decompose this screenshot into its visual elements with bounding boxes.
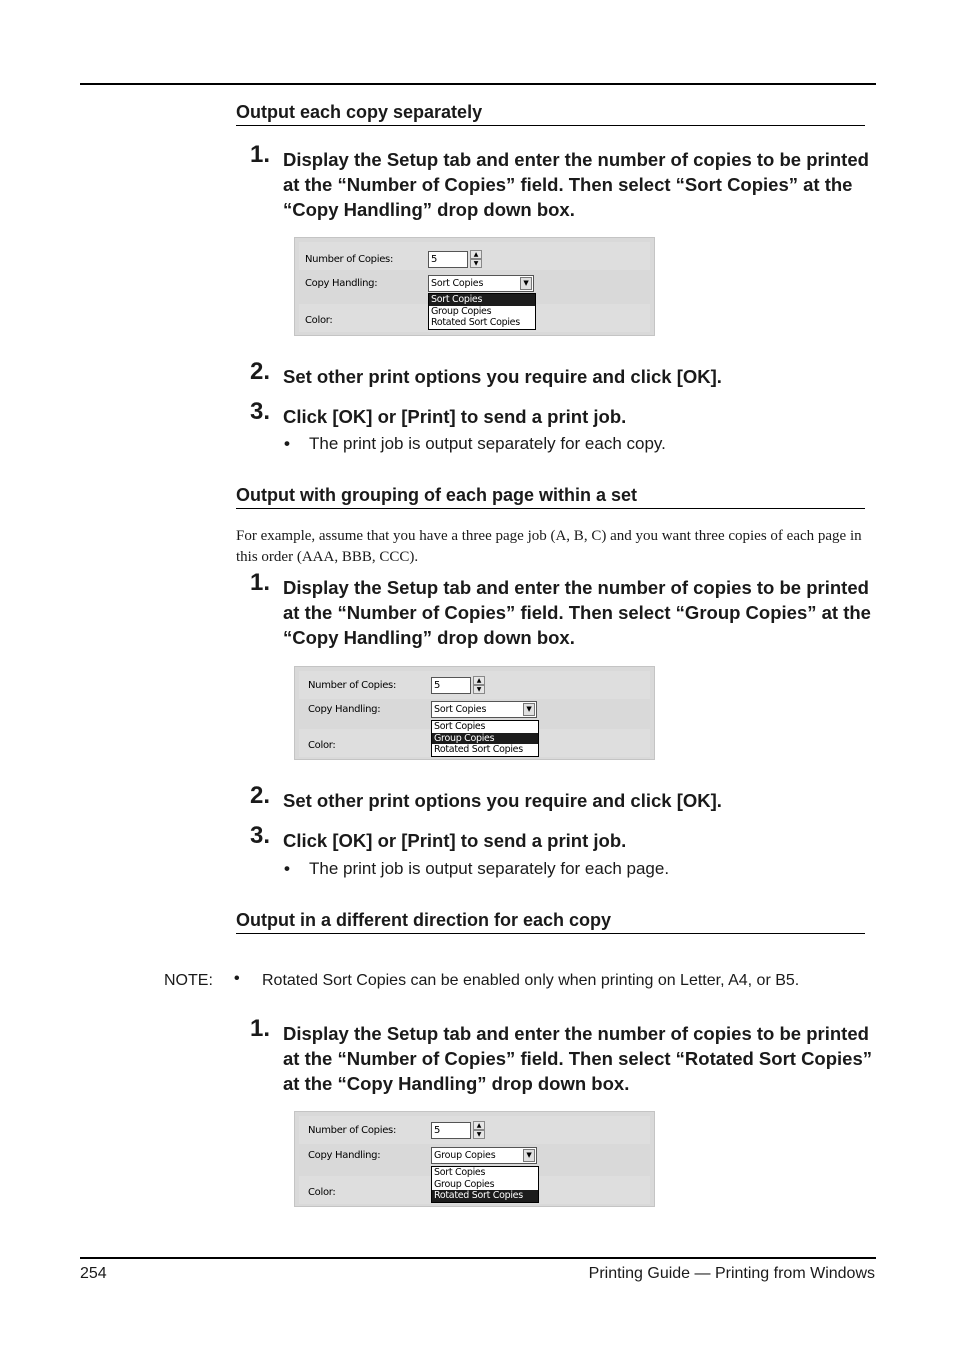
spin-up-icon[interactable]: ▲ [473, 676, 485, 685]
option-group-copies[interactable]: Group Copies [431, 305, 492, 317]
bullet-icon: • [234, 970, 240, 987]
copy-settings-dialog [294, 666, 655, 760]
step-number: 2. [250, 782, 271, 809]
copy-settings-dialog [294, 237, 655, 336]
option-sort-copies[interactable]: Sort Copies [429, 294, 535, 306]
step-number: 1. [250, 141, 271, 168]
copies-spinner[interactable] [470, 250, 482, 270]
section-heading: Output with grouping of each page within a set [236, 484, 865, 509]
bullet-text: The print job is output separately for each copy. [309, 434, 666, 453]
footer-rule [80, 1257, 876, 1259]
section-heading: Output in a different direction for each copy [236, 909, 865, 934]
copies-input[interactable]: 5 [428, 251, 468, 268]
copies-input[interactable]: 5 [431, 677, 471, 694]
section-heading: Output each copy separately [236, 101, 865, 126]
step-text: Set other print options you require and click [OK]. [283, 366, 722, 387]
chevron-down-icon[interactable]: ▼ [523, 1149, 535, 1162]
footer-title: Printing Guide — Printing from Windows [588, 1265, 875, 1282]
step-text: Click [OK] or [Print] to send a print job. [283, 406, 627, 427]
copy-handling-select[interactable] [428, 275, 534, 292]
option-group-copies[interactable]: Group Copies [432, 733, 538, 745]
step-number: 2. [250, 358, 271, 385]
option-rotated-sort-copies[interactable]: Rotated Sort Copies [431, 317, 520, 328]
page-number: 254 [80, 1265, 107, 1282]
chevron-down-icon[interactable]: ▼ [520, 277, 532, 290]
spin-down-icon[interactable]: ▼ [473, 1130, 485, 1139]
step-number: 1. [250, 1015, 271, 1042]
step-number: 3. [250, 822, 271, 849]
option-group-copies[interactable]: Group Copies [434, 1178, 495, 1190]
copy-handling-label: Copy Handling: [308, 1150, 381, 1161]
spin-down-icon[interactable]: ▼ [473, 685, 485, 694]
copies-input[interactable]: 5 [431, 1122, 471, 1139]
copies-spinner[interactable] [473, 676, 485, 696]
copy-handling-label: Copy Handling: [308, 704, 381, 715]
copy-handling-value: Group Copies [434, 1150, 496, 1161]
note-label: NOTE: [164, 972, 213, 989]
copy-handling-value: Sort Copies [434, 704, 487, 715]
copy-settings-dialog [294, 1111, 655, 1207]
step-number: 3. [250, 398, 271, 425]
copies-label: Number of Copies: [308, 680, 397, 691]
copy-handling-dropdown[interactable] [431, 1166, 539, 1203]
step-number: 1. [250, 569, 271, 596]
color-label: Color: [305, 315, 333, 326]
option-rotated-sort-copies[interactable]: Rotated Sort Copies [434, 744, 523, 755]
bullet-item [284, 434, 666, 454]
bullet-icon: • [284, 434, 290, 453]
step-text: Click [OK] or [Print] to send a print job. [283, 830, 627, 851]
copy-handling-dropdown[interactable] [431, 720, 539, 757]
copy-handling-select[interactable] [431, 1147, 537, 1164]
copy-handling-value: Sort Copies [431, 278, 484, 289]
color-label: Color: [308, 740, 336, 751]
spin-down-icon[interactable]: ▼ [470, 259, 482, 268]
copy-handling-dropdown[interactable] [428, 293, 536, 330]
step-text: Display the Setup tab and enter the number of copies to be printed at the “Number of Copies” field. Then select “Sort Copies” at the “Copy Handling” drop down box. [283, 149, 869, 220]
step-text: Display the Setup tab and enter the number of copies to be printed at the “Number of Copies” field. Then select “Group Copies” at the “Copy Handling” drop down box. [283, 577, 871, 648]
copies-spinner[interactable] [473, 1121, 485, 1141]
spin-up-icon[interactable]: ▲ [470, 250, 482, 259]
bullet-text: The print job is output separately for each page. [309, 859, 670, 878]
option-rotated-sort-copies[interactable]: Rotated Sort Copies [432, 1190, 538, 1202]
step-text: Set other print options you require and click [OK]. [283, 790, 722, 811]
copy-handling-select[interactable] [431, 701, 537, 718]
copy-handling-label: Copy Handling: [305, 278, 378, 289]
step-text: Display the Setup tab and enter the number of copies to be printed at the “Number of Copies” field. Then select “Rotated Sort Copies” at the “Copy Handling” drop down box. [283, 1023, 872, 1094]
option-sort-copies[interactable]: Sort Copies [434, 721, 486, 732]
chevron-down-icon[interactable]: ▼ [523, 703, 535, 716]
note-text: Rotated Sort Copies can be enabled only when printing on Letter, A4, or B5. [262, 972, 800, 989]
header-rule [80, 83, 876, 85]
option-sort-copies[interactable]: Sort Copies [434, 1167, 486, 1178]
intro-paragraph: For example, assume that you have a three page job (A, B, C) and you want three copies of each page in this order (AAA, BBB, CCC). [236, 528, 862, 565]
spin-up-icon[interactable]: ▲ [473, 1121, 485, 1130]
bullet-icon: • [284, 859, 290, 878]
copies-label: Number of Copies: [305, 254, 394, 265]
color-label: Color: [308, 1187, 336, 1198]
copies-label: Number of Copies: [308, 1125, 397, 1136]
bullet-item [284, 859, 669, 879]
